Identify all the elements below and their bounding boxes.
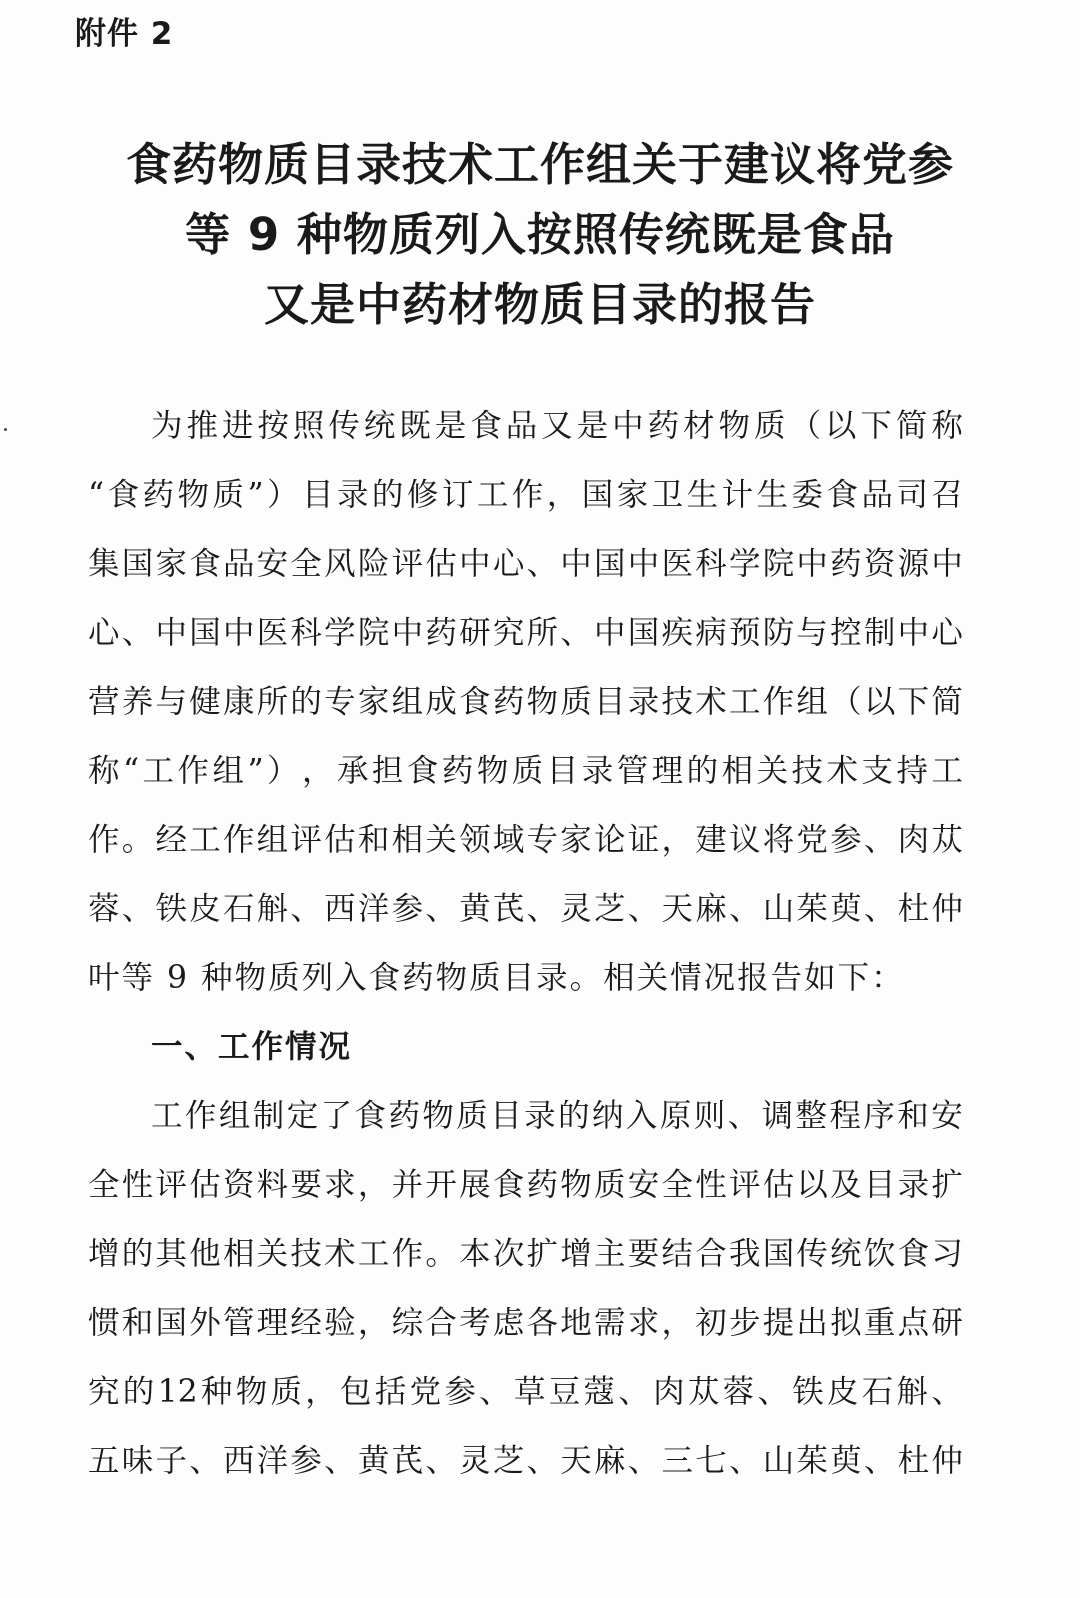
document-title (40, 130, 1040, 340)
text-line: 集 国 家 食 品 安 全 风 险 评 估 中 心 、 中 国 中 医 科 学 院 中 药 资 源 中 (88, 546, 963, 582)
text-line: 五 味 子 、 西 洋 参 、 黄 芪 、 灵 芝 、 天 麻 、 三 七 、 山 茱 萸 、 杜 仲 (88, 1443, 963, 1479)
text-line: 为 推 进 按 照 传 统 既 是 食 品 又 是 中 药 材 物 质 （ 以 下 简 称 (151, 408, 963, 444)
text-line: “ 食 药 物 质 ” ） 目 录 的 修 订 工 作 ， 国 家 卫 生 计 生 委 食 品 司 召 (88, 477, 963, 513)
title-line: 又是中药材物质目录的报告 (263, 278, 816, 331)
section-heading: 一、工作情况 (151, 1029, 353, 1065)
text-line: 工 作 组 制 定 了 食 药 物 质 目 录 的 纳 入 原 则 、 调 整 程 序 和 安 (151, 1098, 963, 1134)
text-line: 惯 和 国 外 管 理 经 验 ， 综 合 考 虑 各 地 需 求 ， 初 步 提 出 拟 重 点 研 (88, 1305, 963, 1341)
text-line: 蓉 、 铁 皮 石 斛 、 西 洋 参 、 黄 芪 、 灵 芝 、 天 麻 、 山 茱 萸 、 杜 仲 (88, 891, 963, 927)
scan-speck (4, 428, 7, 431)
text-line: 叶等 9 种物质列入食药物质目录。相关情况报告如下： (88, 960, 905, 996)
text-line: 究 的 12 种 物 质 ， 包 括 党 参 、 草 豆 蔻 、 肉 苁 蓉 、 铁 皮 石 斛 、 (88, 1374, 963, 1410)
paragraph-work-status (88, 1082, 963, 1496)
text-line: 全 性 评 估 资 料 要 求 ， 并 开 展 食 药 物 质 安 全 性 评 估 以 及 目 录 扩 (88, 1167, 963, 1203)
text-line: 心 、 中 国 中 医 科 学 院 中 药 研 究 所 、 中 国 疾 病 预 防 与 控 制 中 心 (88, 615, 963, 651)
attachment-label: 附件 2 (75, 16, 174, 52)
paragraph-introduction (88, 392, 963, 1013)
text-line: 增 的 其 他 相 关 技 术 工 作 。 本 次 扩 增 主 要 结 合 我 国 传 统 饮 食 习 (88, 1236, 963, 1272)
text-line: 称 “ 工 作 组 ” ） ， 承 担 食 药 物 质 目 录 管 理 的 相 关 技 术 支 持 工 (88, 753, 963, 789)
title-line: 等 9 种物质列入按照传统既是食品 (185, 208, 895, 261)
text-line: 作 。 经 工 作 组 评 估 和 相 关 领 域 专 家 论 证 ， 建 议 将 党 参 、 肉 苁 (88, 822, 963, 858)
document-body (88, 392, 963, 1496)
title-line: 食药物质目录技术工作组关于建议将党参 (125, 138, 954, 191)
text-line: 营 养 与 健 康 所 的 专 家 组 成 食 药 物 质 目 录 技 术 工 作 组 （ 以 下 简 (88, 684, 963, 720)
